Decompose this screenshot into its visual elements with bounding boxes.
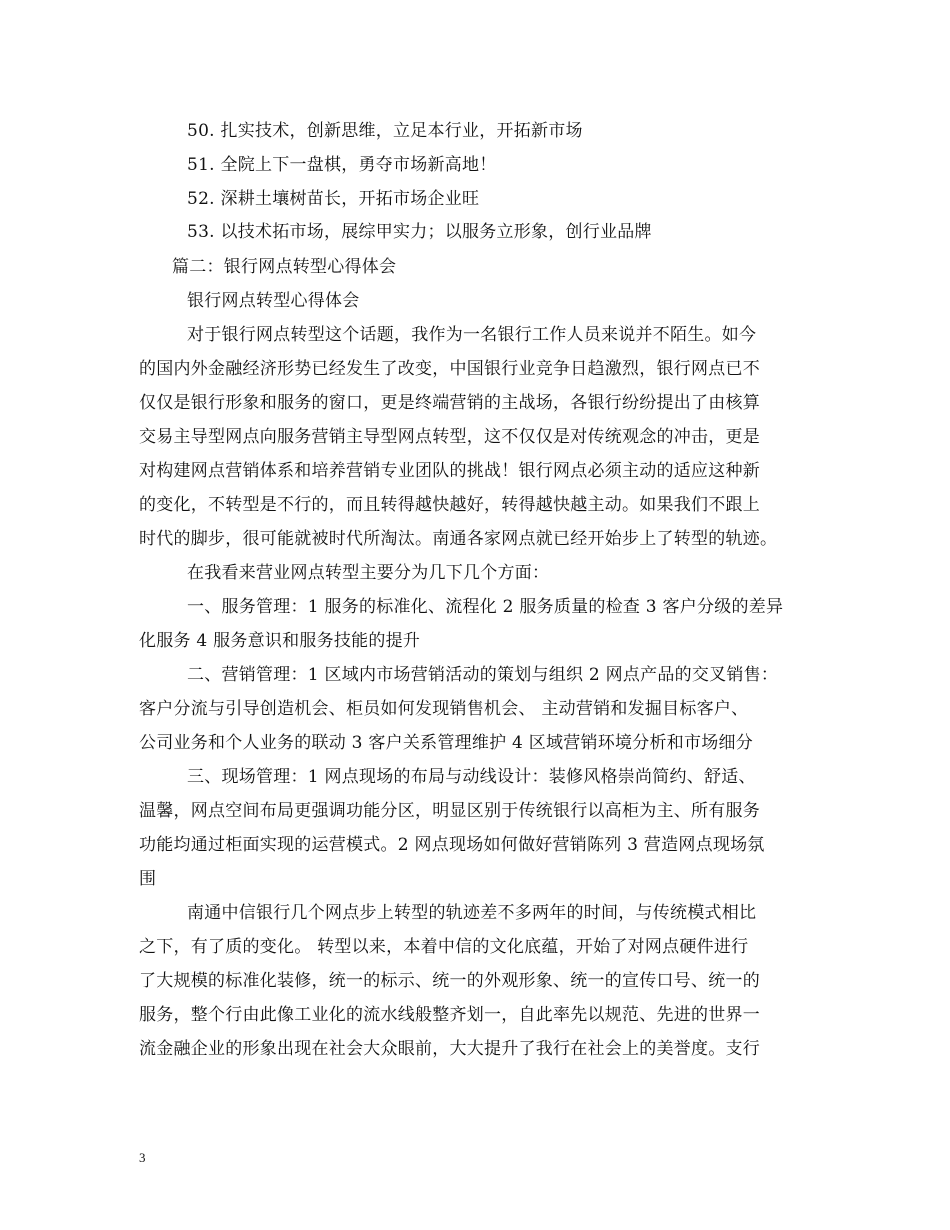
- paragraph-line: 交易主导型网点向服务营销主导型网点转型，这不仅仅是对传统观念的冲击，更是: [139, 427, 760, 447]
- paragraph-line: 功能均通过柜面实现的运营模式。2 网点现场如何做好营销陈列 3 营造网点现场氛: [139, 835, 765, 855]
- paragraph-line: 公司业务和个人业务的联动 3 客户关系管理维护 4 区域营销环境分析和市场细分: [139, 733, 753, 753]
- section-heading: 篇二：银行网点转型心得体会: [172, 257, 397, 277]
- list-item-50: 50. 扎实技术，创新思维，立足本行业，开拓新市场: [187, 121, 583, 141]
- article-title: 银行网点转型心得体会: [187, 291, 360, 311]
- paragraph-line: 化服务 4 服务意识和服务技能的提升: [139, 631, 421, 651]
- paragraph-line: 服务，整个行由此像工业化的流水线般整齐划一，自此率先以规范、先进的世界一: [139, 1005, 760, 1025]
- paragraph-line: 三、现场管理：1 网点现场的布局与动线设计：装修风格崇尚简约、舒适、: [187, 767, 756, 787]
- list-item-51: 51. 全院上下一盘棋，勇夺市场新高地！: [187, 155, 497, 175]
- paragraph-line: 之下，有了质的变化。 转型以来，本着中信的文化底蕴，开始了对网点硬件进行: [139, 937, 749, 957]
- paragraph-line: 对于银行网点转型这个话题，我作为一名银行工作人员来说并不陌生。如今: [187, 325, 757, 345]
- page-number: 3: [139, 1150, 146, 1165]
- paragraph-line: 二、营销管理：1 区域内市场营销活动的策划与组织 2 网点产品的交叉销售：: [187, 665, 779, 685]
- paragraph-line: 了大规模的标准化装修，统一的标示、统一的外观形象、统一的宣传口号、统一的: [139, 971, 760, 991]
- paragraph-line: 温馨，网点空间布局更强调功能分区，明显区别于传统银行以高柜为主、所有服务: [139, 801, 760, 821]
- paragraph-line: 对构建网点营销体系和培养营销专业团队的挑战！银行网点必须主动的适应这种新: [139, 461, 760, 481]
- paragraph-line: 的国内外金融经济形势已经发生了改变，中国银行业竞争日趋激烈，银行网点已不: [139, 359, 760, 379]
- list-item-52: 52. 深耕土壤树苗长，开拓市场企业旺: [187, 189, 480, 209]
- paragraph-line: 客户分流与引导创造机会、柜员如何发现销售机会、 主动营销和发掘目标客户、: [139, 699, 749, 719]
- paragraph-line: 在我看来营业网点转型主要分为几下几个方面：: [187, 563, 550, 583]
- paragraph-line: 仅仅是银行形象和服务的窗口，更是终端营销的主战场，各银行纷纷提出了由核算: [139, 393, 760, 413]
- paragraph-line: 的变化，不转型是不行的，而且转得越快越好，转得越快越主动。如果我们不跟上: [139, 495, 760, 515]
- list-item-53: 53. 以技术拓市场，展综甲实力；以服务立形象，创行业品牌: [187, 222, 652, 242]
- paragraph-line: 一、服务管理：1 服务的标准化、流程化 2 服务质量的检查 3 客户分级的差异: [187, 597, 784, 617]
- paragraph-line: 南通中信银行几个网点步上转型的轨迹差不多两年的时间，与传统模式相比: [187, 903, 757, 923]
- paragraph-line: 时代的脚步，很可能就被时代所淘汰。南通各家网点就已经开始步上了转型的轨迹。: [139, 529, 778, 549]
- paragraph-line: 流金融企业的形象出现在社会大众眼前，大大提升了我行在社会上的美誉度。支行: [139, 1039, 760, 1059]
- paragraph-line: 围: [139, 869, 157, 889]
